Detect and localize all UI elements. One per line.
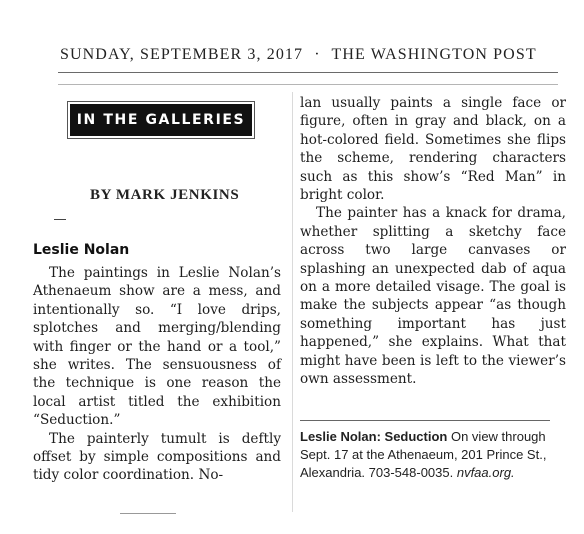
paragraph: The painterly tumult is deftly offset by simple compositions and tidy color coordination. No- [33, 430, 281, 484]
masthead-separator: · [314, 46, 321, 63]
exhibition-title: Leslie Nolan: Seduction [300, 429, 448, 444]
paragraph: lan usually paints a single face or figure, often in gray and black, on a hot-colored field. Sometimes she flips the scheme, rendering characters such as this show’s “Red Man” in bright color. [300, 95, 566, 204]
section-rule [58, 84, 558, 85]
exhibition-website: nvfaa.org. [456, 465, 515, 480]
bottom-rule [120, 513, 176, 514]
masthead-rule [58, 72, 558, 73]
masthead-day: SUNDAY, [60, 46, 135, 63]
exhibition-info-box [300, 428, 560, 482]
byline: BY MARK JENKINS [90, 187, 240, 203]
article-subhead: Leslie Nolan [33, 242, 130, 258]
masthead-date: SEPTEMBER 3, 2017 [139, 46, 304, 63]
section-tag: IN THE GALLERIES [70, 104, 252, 136]
article-column-right [300, 94, 566, 389]
exhibition-details: On view through Sept. 17 at the Athenaeum, 201 Prince St., Alexandria. 703-548-0035. [300, 429, 547, 480]
article-column-left [33, 264, 281, 485]
masthead-publication: THE WASHINGTON POST [331, 46, 537, 63]
newspaper-masthead [60, 46, 560, 64]
paragraph: The paintings in Leslie Nolan’s Athenaeum show are a mess, and intentionally so. “I love drips, splotches and merging/blending with finger or the hand or a tool,” she writes. The sensuousness of the technique is one reason the local artist titled the exhibition “Seduction.” [33, 265, 281, 429]
info-box-rule [300, 420, 550, 421]
paragraph: The painter has a knack for drama, whether splitting a sketchy face across two large canvases or splashing an unexpected dab of aqua on a more detailed visage. The goal is make the subjects appear “as though something important has just happened,” she explains. What that might have been is left to the viewer’s own assessment. [300, 205, 566, 388]
print-mark [54, 219, 66, 220]
column-divider [292, 92, 293, 512]
